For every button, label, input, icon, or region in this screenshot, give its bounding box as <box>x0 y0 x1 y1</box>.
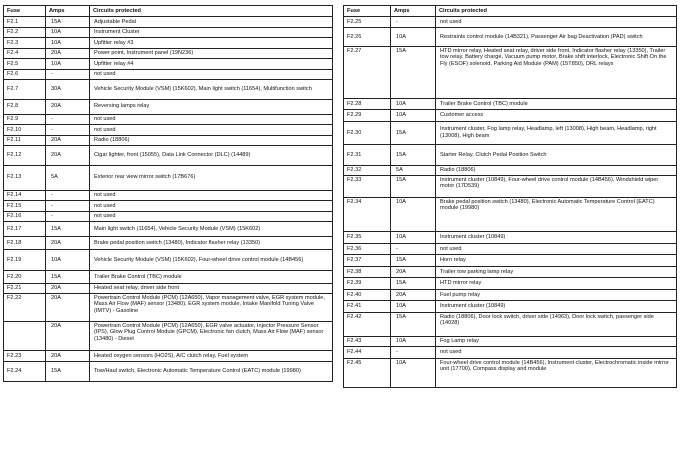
amps-cell: 20A <box>46 322 90 351</box>
table-row <box>4 80 333 100</box>
table-row <box>4 146 333 166</box>
fuse-cell: F2.15 <box>4 201 46 212</box>
amps-cell: - <box>46 201 90 212</box>
amps-cell: 20A <box>46 135 90 146</box>
fuse-column-header: Fuse <box>4 6 46 17</box>
fuse-cell: F2.45 <box>344 358 391 388</box>
amps-cell: 15A <box>391 176 436 198</box>
circuits-cell: Fog Lamp relay <box>436 336 677 347</box>
table-row <box>4 125 333 136</box>
fuse-cell: F2.33 <box>344 176 391 198</box>
fuse-cell: F2.3 <box>4 38 46 49</box>
amps-cell: 20A <box>46 283 90 294</box>
fuse-cell: F2.36 <box>344 243 391 255</box>
fuse-cell: F2.12 <box>4 146 46 166</box>
table-row <box>344 266 677 278</box>
table-row <box>344 165 677 176</box>
circuits-cell: not used <box>90 201 333 212</box>
amps-cell: 20A <box>46 237 90 250</box>
amps-cell: 10A <box>46 59 90 70</box>
fuse-table-left-body <box>4 17 333 382</box>
amps-cell: 20A <box>46 99 90 114</box>
circuits-cell: Customer access <box>436 110 677 122</box>
amps-cell: - <box>46 69 90 80</box>
table-row <box>4 322 333 351</box>
table-row <box>344 47 677 99</box>
table-row <box>344 289 677 301</box>
fuse-cell: F2.17 <box>4 222 46 237</box>
table-row <box>4 165 333 190</box>
circuits-cell: Heated oxygen sensors (HO2S), A/C clutch relay, Fuel system <box>90 351 333 362</box>
circuits-cell: Trailer Brake Control (TBC) module <box>436 98 677 110</box>
table-row <box>4 190 333 201</box>
amps-cell: 15A <box>46 271 90 284</box>
fuse-cell: F2.23 <box>4 351 46 362</box>
table-row <box>344 176 677 198</box>
circuits-cell: Reversing lamps relay <box>90 99 333 114</box>
fuse-cell: F2.7 <box>4 80 46 100</box>
circuits-cell: Restraints control module (14B321), Passenger Air bag Deactivation (PAD) switch <box>436 27 677 47</box>
fuse-table-right-body <box>344 17 677 388</box>
fuse-cell: F2.42 <box>344 312 391 336</box>
fuse-cell: F2.28 <box>344 98 391 110</box>
amps-cell: 10A <box>46 27 90 38</box>
table-row <box>344 98 677 110</box>
circuits-cell: Power point, Instrument panel (19N236) <box>90 48 333 59</box>
fuse-cell: F2.13 <box>4 165 46 190</box>
circuits-cell: not used <box>436 17 677 28</box>
fuse-cell: F2.10 <box>4 125 46 136</box>
table-row <box>4 17 333 28</box>
fuse-cell: F2.1 <box>4 17 46 28</box>
circuits-cell: HTD mirror relay, Heated seat relay, driver side front, Indicator flasher relay (13350), Trailer tow relay, Battery charge, Vacuum pump motor, Brake shift interlock, Electronic Shift On the Fly (ESOF) solenoid, Parking Aid Module (PAM) (15T850), DRL relays <box>436 47 677 99</box>
table-row <box>4 362 333 382</box>
table-row <box>4 99 333 114</box>
fuse-cell: F2.31 <box>344 145 391 166</box>
amps-cell: 15A <box>46 222 90 237</box>
circuits-cell: Brake pedal position switch (13480), Indicator flasher relay (13350) <box>90 237 333 250</box>
fuse-cell: F2.8 <box>4 99 46 114</box>
circuits-cell: not used <box>90 190 333 201</box>
circuits-cell: Radio (18806) <box>90 135 333 146</box>
fuse-cell: F2.9 <box>4 114 46 125</box>
circuits-cell: not used <box>436 347 677 359</box>
fuse-cell: F2.40 <box>344 289 391 301</box>
circuits-cell: Vehicle Security Module (VSM) (15K602), Four-wheel drive control module (14B456) <box>90 249 333 271</box>
table-header-row <box>344 6 677 17</box>
fuse-cell: F2.20 <box>4 271 46 284</box>
amps-cell: - <box>46 190 90 201</box>
table-row <box>4 48 333 59</box>
circuits-column-header: Circuits protected <box>90 6 333 17</box>
circuits-cell: Brake pedal position switch (13480), Electronic Automatic Temperature Control (EATC) module (19980) <box>436 197 677 232</box>
amps-cell: - <box>391 243 436 255</box>
fuse-cell: F2.16 <box>4 211 46 222</box>
table-row <box>344 278 677 290</box>
table-row <box>4 38 333 49</box>
amps-cell: - <box>391 347 436 359</box>
table-row <box>4 294 333 322</box>
fuse-cell: F2.35 <box>344 232 391 244</box>
fuse-cell: F2.24 <box>4 362 46 382</box>
amps-cell: - <box>391 17 436 28</box>
amps-cell: 15A <box>391 312 436 336</box>
amps-cell: 20A <box>46 48 90 59</box>
fuse-cell: F2.26 <box>344 27 391 47</box>
table-row <box>344 358 677 388</box>
table-row <box>344 27 677 47</box>
table-row <box>344 145 677 166</box>
amps-cell: 10A <box>391 197 436 232</box>
table-row <box>4 114 333 125</box>
table-header-row <box>4 6 333 17</box>
amps-column-header: Amps <box>46 6 90 17</box>
amps-cell: 15A <box>391 255 436 267</box>
table-row <box>4 271 333 284</box>
fuse-cell: F2.19 <box>4 249 46 271</box>
amps-cell: 15A <box>391 145 436 166</box>
amps-cell: - <box>46 211 90 222</box>
amps-cell: 10A <box>391 232 436 244</box>
table-row <box>4 59 333 70</box>
fuse-cell: F2.18 <box>4 237 46 250</box>
circuits-cell: Upfitter relay #3 <box>90 38 333 49</box>
amps-cell: 15A <box>391 121 436 145</box>
table-row <box>4 222 333 237</box>
amps-cell: 10A <box>391 98 436 110</box>
circuits-cell: Tow/Haul switch, Electronic Automatic Temperature Control (EATC) module (19980) <box>90 362 333 382</box>
amps-cell: 20A <box>391 289 436 301</box>
circuits-cell: Trailer tow parking lamp relay <box>436 266 677 278</box>
amps-cell: 20A <box>46 146 90 166</box>
circuits-cell: Radio (18806) <box>436 165 677 176</box>
table-row <box>344 301 677 313</box>
amps-cell: 10A <box>391 358 436 388</box>
amps-cell: - <box>46 114 90 125</box>
circuits-column-header: Circuits protected <box>436 6 677 17</box>
fuse-cell: F2.5 <box>4 59 46 70</box>
amps-cell: 20A <box>391 266 436 278</box>
amps-cell: 20A <box>46 351 90 362</box>
circuits-cell: not used <box>90 69 333 80</box>
fuse-cell: F2.37 <box>344 255 391 267</box>
circuits-cell: HTD mirror relay <box>436 278 677 290</box>
fuse-cell: F2.39 <box>344 278 391 290</box>
circuits-cell: Radio (18806), Door lock switch, driver side (14963), Door lock switch, passenger side (14028) <box>436 312 677 336</box>
fuse-cell: F2.25 <box>344 17 391 28</box>
fuse-cell: F2.38 <box>344 266 391 278</box>
circuits-cell: Powertrain Control Module (PCM) (12A650), EGR valve actuator, Injector Pressure Sensor (IPS), Glow Plug Control Module (GPCM), Electronic fan clutch, Mass Air Flow (MAF) sensor (13480) - Diesel <box>90 322 333 351</box>
table-row <box>4 201 333 212</box>
fuse-cell: F2.32 <box>344 165 391 176</box>
table-row <box>344 232 677 244</box>
table-row <box>4 351 333 362</box>
amps-cell: 10A <box>391 336 436 347</box>
table-row <box>4 135 333 146</box>
amps-cell: 10A <box>391 110 436 122</box>
amps-cell: 5A <box>46 165 90 190</box>
fuse-cell: F2.14 <box>4 190 46 201</box>
circuits-cell: Vehicle Security Module (VSM) (15K602), Main light switch (11654), Multifunction switch <box>90 80 333 100</box>
circuits-cell: Instrument cluster, Fog lamp relay, Headlamp, left (13008), High beam, Headlamp, right (13008), High beam <box>436 121 677 145</box>
amps-cell: 10A <box>391 27 436 47</box>
table-row <box>4 283 333 294</box>
amps-cell: 15A <box>391 47 436 99</box>
fuse-cell: F2.21 <box>4 283 46 294</box>
circuits-cell: Heated seat relay, driver side front <box>90 283 333 294</box>
fuse-cell: F2.27 <box>344 47 391 99</box>
circuits-cell: Instrument Cluster <box>90 27 333 38</box>
circuits-cell: not used <box>90 114 333 125</box>
circuits-cell: Fuel pump relay <box>436 289 677 301</box>
fuse-table-right <box>343 5 677 388</box>
fuse-cell: F2.22 <box>4 294 46 322</box>
amps-cell: 10A <box>46 38 90 49</box>
circuits-cell: Powertrain Control Module (PCM) (12A650), Vapor management valve, EGR system module, Mass Air Flow (MAF) sensor (13480), EGR system module, Intake Manifold Tuning Valve (IMTV) - Gasoline <box>90 294 333 322</box>
table-row <box>4 69 333 80</box>
amps-cell: 15A <box>46 17 90 28</box>
amps-cell: 30A <box>46 80 90 100</box>
fuse-cell: F2.41 <box>344 301 391 313</box>
table-row <box>4 27 333 38</box>
circuits-cell: Instrument cluster (10849) <box>436 301 677 313</box>
table-row <box>344 17 677 28</box>
amps-cell: 10A <box>46 249 90 271</box>
fuse-cell: F2.4 <box>4 48 46 59</box>
fuse-cell <box>4 322 46 351</box>
table-row <box>4 237 333 250</box>
amps-cell: - <box>46 125 90 136</box>
circuits-cell: not used <box>436 243 677 255</box>
fuse-cell: F2.44 <box>344 347 391 359</box>
table-row <box>344 255 677 267</box>
fuse-cell: F2.29 <box>344 110 391 122</box>
fuse-cell: F2.34 <box>344 197 391 232</box>
table-row <box>344 197 677 232</box>
amps-column-header: Amps <box>391 6 436 17</box>
circuits-cell: Four-wheel drive control module (14B456), Instrument cluster, Electrochromatic inside mirror unit (17700), Compass display and module <box>436 358 677 388</box>
circuits-cell: Horn relay <box>436 255 677 267</box>
fuse-cell: F2.11 <box>4 135 46 146</box>
table-row <box>344 243 677 255</box>
circuits-cell: Exterior rear view mirror switch (17B676) <box>90 165 333 190</box>
fuse-cell: F2.6 <box>4 69 46 80</box>
fuse-table-left <box>3 5 333 382</box>
fuse-cell: F2.30 <box>344 121 391 145</box>
table-row <box>344 336 677 347</box>
circuits-cell: Instrument cluster (10849) <box>436 232 677 244</box>
table-row <box>344 312 677 336</box>
table-row <box>4 211 333 222</box>
circuits-cell: Main light switch (11654), Vehicle Security Module (VSM) (15K602) <box>90 222 333 237</box>
amps-cell: 5A <box>391 165 436 176</box>
table-row <box>344 347 677 359</box>
circuits-cell: not used <box>90 211 333 222</box>
table-row <box>4 249 333 271</box>
fuse-column-header: Fuse <box>344 6 391 17</box>
amps-cell: 10A <box>391 301 436 313</box>
circuits-cell: not used <box>90 125 333 136</box>
amps-cell: 20A <box>46 294 90 322</box>
fuse-cell: F2.43 <box>344 336 391 347</box>
circuits-cell: Adjustable Pedal <box>90 17 333 28</box>
circuits-cell: Starter Relay, Clutch Pedal Position Switch <box>436 145 677 166</box>
table-row <box>344 110 677 122</box>
amps-cell: 15A <box>46 362 90 382</box>
amps-cell: 15A <box>391 278 436 290</box>
table-row <box>344 121 677 145</box>
circuits-cell: Instrument cluster (10849), Four-wheel drive control module (14B456), Windshield wiper motor (17D539) <box>436 176 677 198</box>
circuits-cell: Trailer Brake Control (TBC) module <box>90 271 333 284</box>
circuits-cell: Upfitter relay #4 <box>90 59 333 70</box>
fuse-cell: F2.2 <box>4 27 46 38</box>
circuits-cell: Cigar lighter, front (15055), Data Link Connector (DLC) (14489) <box>90 146 333 166</box>
